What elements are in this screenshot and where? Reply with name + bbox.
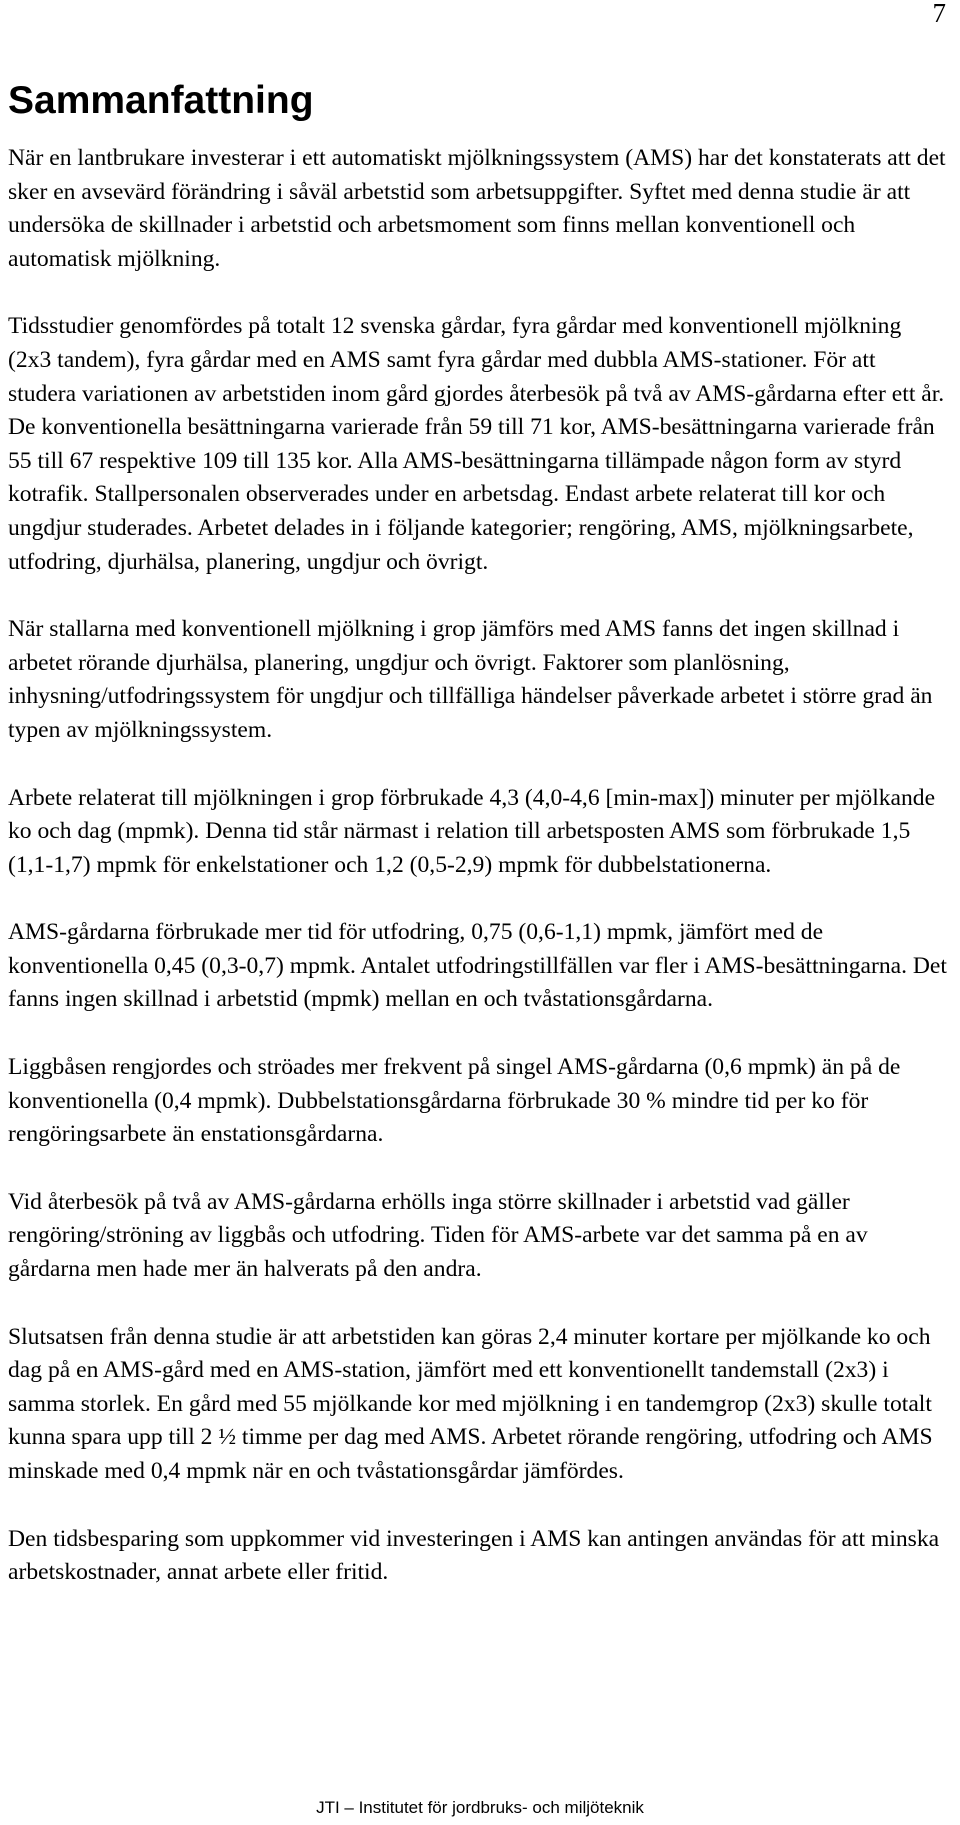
paragraph: Den tidsbesparing som uppkommer vid investeringen i AMS kan antingen användas för att minska arbetskostnader, annat arbete eller fritid. bbox=[8, 1525, 940, 1586]
paragraph: Tidsstudier genomfördes på totalt 12 svenska gårdar, fyra gårdar med konventionell mjölkning (2x3 tandem), fyra gårdar med en AMS samt fyra gårdar med dubbla AMS-stationer. För att studera variationen av arbetstiden inom gård gjordes återbesök på två av AMS-gårdarna efter ett år. De konventionella besättningarna varierade från 59 till 71 kor, AMS-besättningarna varierade från 55 till 67 respektive 109 till 135 kor. Alla AMS-besättningarna tillämpade någon form av styrd kotrafik. Stallpersonalen observerades under en arbetsdag. Endast arbete relaterat till kor och ungdjur studerades. Arbetet delades in i följande kategorier; rengöring, AMS, mjölkningsarbete, utfodring, djurhälsa, planering, ungdjur och övrigt. bbox=[8, 313, 945, 575]
paragraph: Liggbåsen rengjordes och ströades mer frekvent på singel AMS-gårdarna (0,6 mpmk) än på de konventionella (0,4 mpmk). Dubbelstationsgårdarna förbrukade 30 % mindre tid per ko för rengöringsarbete än enstationsgårdarna. bbox=[8, 1054, 901, 1148]
page-footer: JTI – Institutet för jordbruks- och miljöteknik bbox=[316, 1798, 644, 1817]
page-title: Sammanfattning bbox=[8, 79, 314, 122]
summary-body bbox=[8, 142, 948, 1624]
page-number: 7 bbox=[932, 0, 946, 28]
paragraph: Vid återbesök på två av AMS-gårdarna erhölls inga större skillnader i arbetstid vad gäller rengöring/ströning av liggbås och utfodring. Tiden för AMS-arbete var det samma på en av gårdarna men hade mer än halverats på den andra. bbox=[8, 1188, 868, 1283]
paragraph: När en lantbrukare investerar i ett automatiskt mjölkningssystem (AMS) har det konstaterats att det sker en avsevärd förändring i såväl arbetstid som arbetsuppgifter. Syftet med denna studie är att undersöka de skillnader i arbetstid och arbetsmoment som finns mellan konventionell och automatisk mjölkning. bbox=[8, 145, 946, 272]
paragraph: När stallarna med konventionell mjölkning i grop jämförs med AMS fanns det ingen skillnad i arbetet rörande djurhälsa, planering, ungdjur och övrigt. Faktorer som planlösning, inhysning/utfodringssystem för ungdjur och tillfälliga händelser påverkade arbetet i större grad än typen av mjölkningssystem. bbox=[8, 616, 933, 743]
paragraph: Arbete relaterat till mjölkningen i grop förbrukade 4,3 (4,0-4,6 [min-max]) minuter per mjölkande ko och dag (mpmk). Denna tid står närmast i relation till arbetsposten AMS som förbrukade 1,5 (1,1-1,7) mpmk för enkelstationer och 1,2 (0,5-2,9) mpmk för dubbelstationerna. bbox=[8, 784, 936, 878]
paragraph: AMS-gårdarna förbrukade mer tid för utfodring, 0,75 (0,6-1,1) mpmk, jämfört med de konventionella 0,45 (0,3-0,7) mpmk. Antalet utfodringstillfällen var fler i AMS-besättningarna. Det fanns ingen skillnad i arbetstid (mpmk) mellan en och tvåstationsgårdarna. bbox=[8, 919, 947, 1013]
paragraph: Slutsatsen från denna studie är att arbetstiden kan göras 2,4 minuter kortare per mjölkande ko och dag på en AMS-gård med en AMS-station, jämfört med ett konventionellt tandemstall (2x3) i samma storlek. En gård med 55 mjölkande kor med mjölkning i en tandemgrop (2x3) skulle totalt kunna spara upp till 2 ½ timme per dag med AMS. Arbetet rörande rengöring, utfodring och AMS minskade med 0,4 mpmk när en och tvåstationsgårdar jämfördes. bbox=[8, 1323, 933, 1484]
